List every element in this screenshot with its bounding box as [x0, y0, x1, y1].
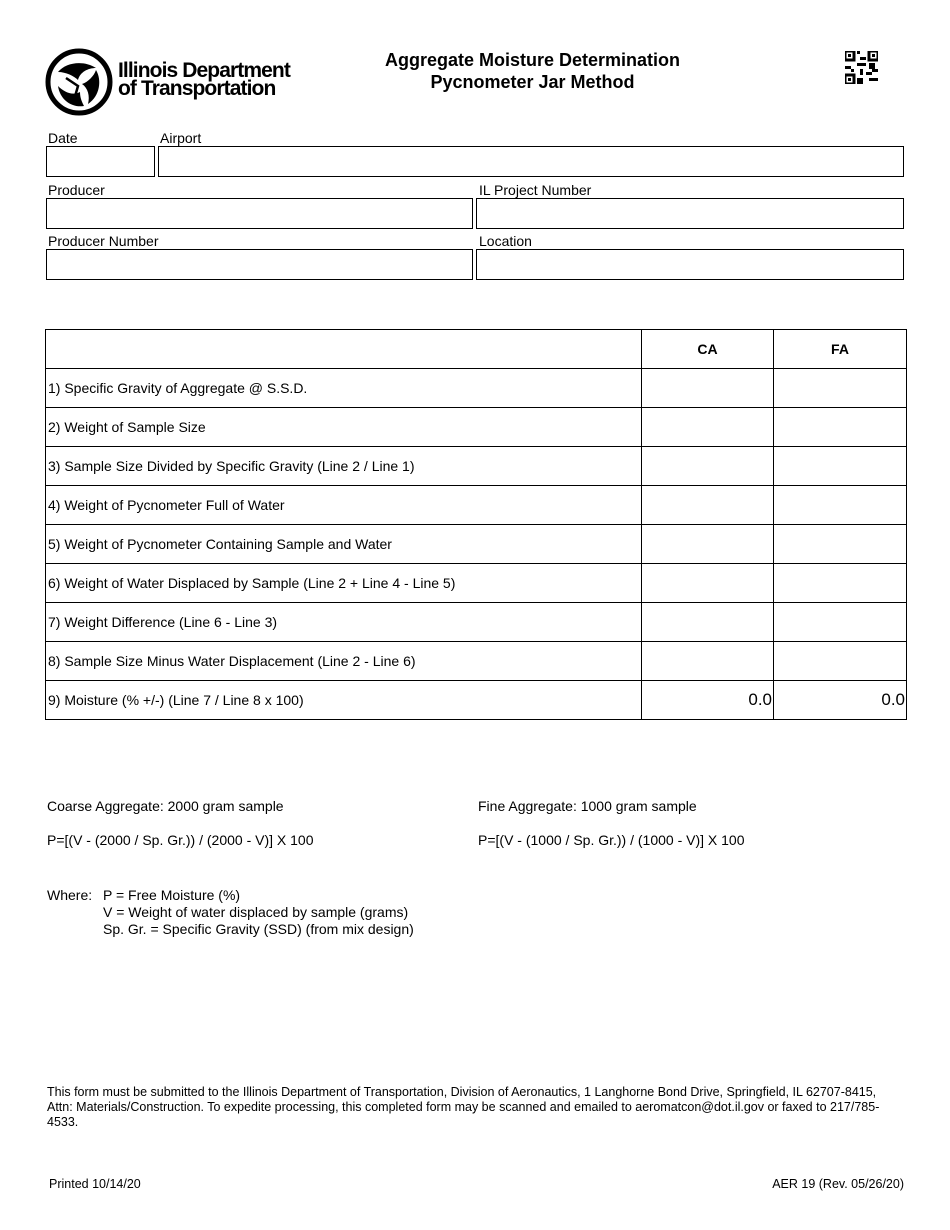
- form-title-line2: Pycnometer Jar Method: [430, 72, 635, 92]
- fa-input[interactable]: [774, 447, 907, 486]
- date-label: Date: [48, 130, 78, 146]
- producer-number-field[interactable]: [46, 249, 473, 280]
- producer-field[interactable]: [46, 198, 473, 229]
- printed-date: Printed 10/14/20: [49, 1177, 141, 1191]
- row-label: 1) Specific Gravity of Aggregate @ S.S.D.: [46, 369, 642, 408]
- ca-input[interactable]: [642, 408, 774, 447]
- submission-instructions: This form must be submitted to the Illinois Department of Transportation, Division of Aeronautics, 1 Langhorne Bond Drive, Springfield, IL 62707-8415, Attn: Materials/Construction. To expedite processing, this completed form may be scanned and emailed to aeromatcon@dot.il.gov or faxed to 217/785-4533.: [47, 1085, 880, 1129]
- table-row: [46, 681, 907, 720]
- airport-field[interactable]: [158, 146, 904, 177]
- where-spgr: Sp. Gr. = Specific Gravity (SSD) (from mix design): [103, 921, 414, 937]
- row-label: 4) Weight of Pycnometer Full of Water: [46, 486, 642, 525]
- ca-input[interactable]: [642, 525, 774, 564]
- where-v: V = Weight of water displaced by sample (grams): [103, 904, 409, 920]
- fine-aggregate-title: Fine Aggregate: 1000 gram sample: [478, 798, 697, 814]
- location-label: Location: [479, 233, 532, 249]
- table-header-row: [46, 330, 907, 369]
- row-label: 7) Weight Difference (Line 6 - Line 3): [46, 603, 642, 642]
- agency-name-line1: Illinois Department: [118, 59, 290, 82]
- where-label: Where:: [47, 887, 93, 903]
- table-row: [46, 564, 907, 603]
- qr-code-icon: [845, 51, 878, 84]
- fa-input[interactable]: [774, 525, 907, 564]
- ca-input[interactable]: [642, 603, 774, 642]
- fa-input[interactable]: [774, 408, 907, 447]
- date-field[interactable]: [46, 146, 155, 177]
- fa-moisture-value: 0.0: [774, 681, 907, 720]
- description-column-header: [46, 330, 642, 369]
- form-id: AER 19 (Rev. 05/26/20): [772, 1177, 904, 1191]
- fa-input[interactable]: [774, 369, 907, 408]
- ca-column-header: CA: [642, 330, 774, 369]
- ca-input[interactable]: [642, 642, 774, 681]
- row-label: 2) Weight of Sample Size: [46, 408, 642, 447]
- airport-label: Airport: [160, 130, 202, 146]
- form-title-line1: Aggregate Moisture Determination: [384, 50, 681, 70]
- table-row: [46, 525, 907, 564]
- ca-input[interactable]: [642, 447, 774, 486]
- table-row: [46, 486, 907, 525]
- table-row: [46, 642, 907, 681]
- row-label: 6) Weight of Water Displaced by Sample (Line 2 + Line 4 - Line 5): [46, 564, 642, 603]
- fa-input[interactable]: [774, 564, 907, 603]
- table-row: [46, 408, 907, 447]
- row-label: 5) Weight of Pycnometer Containing Sample and Water: [46, 525, 642, 564]
- fa-input[interactable]: [774, 642, 907, 681]
- agency-name-line2: of Transportation: [118, 77, 276, 100]
- row-label: 9) Moisture (% +/-) (Line 7 / Line 8 x 100): [46, 681, 642, 720]
- producer-number-label: Producer Number: [48, 233, 159, 249]
- table-row: [46, 447, 907, 486]
- il-project-number-field[interactable]: [476, 198, 904, 229]
- table-row: [46, 369, 907, 408]
- fa-input[interactable]: [774, 603, 907, 642]
- moisture-calculation-table: [45, 329, 907, 720]
- fa-column-header: FA: [774, 330, 907, 369]
- coarse-aggregate-title: Coarse Aggregate: 2000 gram sample: [47, 798, 284, 814]
- fa-input[interactable]: [774, 486, 907, 525]
- ca-input[interactable]: [642, 486, 774, 525]
- row-label: 3) Sample Size Divided by Specific Gravity (Line 2 / Line 1): [46, 447, 642, 486]
- ca-input[interactable]: [642, 564, 774, 603]
- fine-aggregate-formula: P=[(V - (1000 / Sp. Gr.)) / (1000 - V)] X 100: [478, 832, 745, 848]
- coarse-aggregate-formula: P=[(V - (2000 / Sp. Gr.)) / (2000 - V)] X 100: [47, 832, 314, 848]
- where-p: P = Free Moisture (%): [103, 887, 241, 903]
- table-row: [46, 603, 907, 642]
- ca-moisture-value: 0.0: [642, 681, 774, 720]
- producer-label: Producer: [48, 182, 105, 198]
- agency-name: [118, 59, 290, 100]
- location-field[interactable]: [476, 249, 904, 280]
- ca-input[interactable]: [642, 369, 774, 408]
- il-project-number-label: IL Project Number: [479, 182, 592, 198]
- row-label: 8) Sample Size Minus Water Displacement (Line 2 - Line 6): [46, 642, 642, 681]
